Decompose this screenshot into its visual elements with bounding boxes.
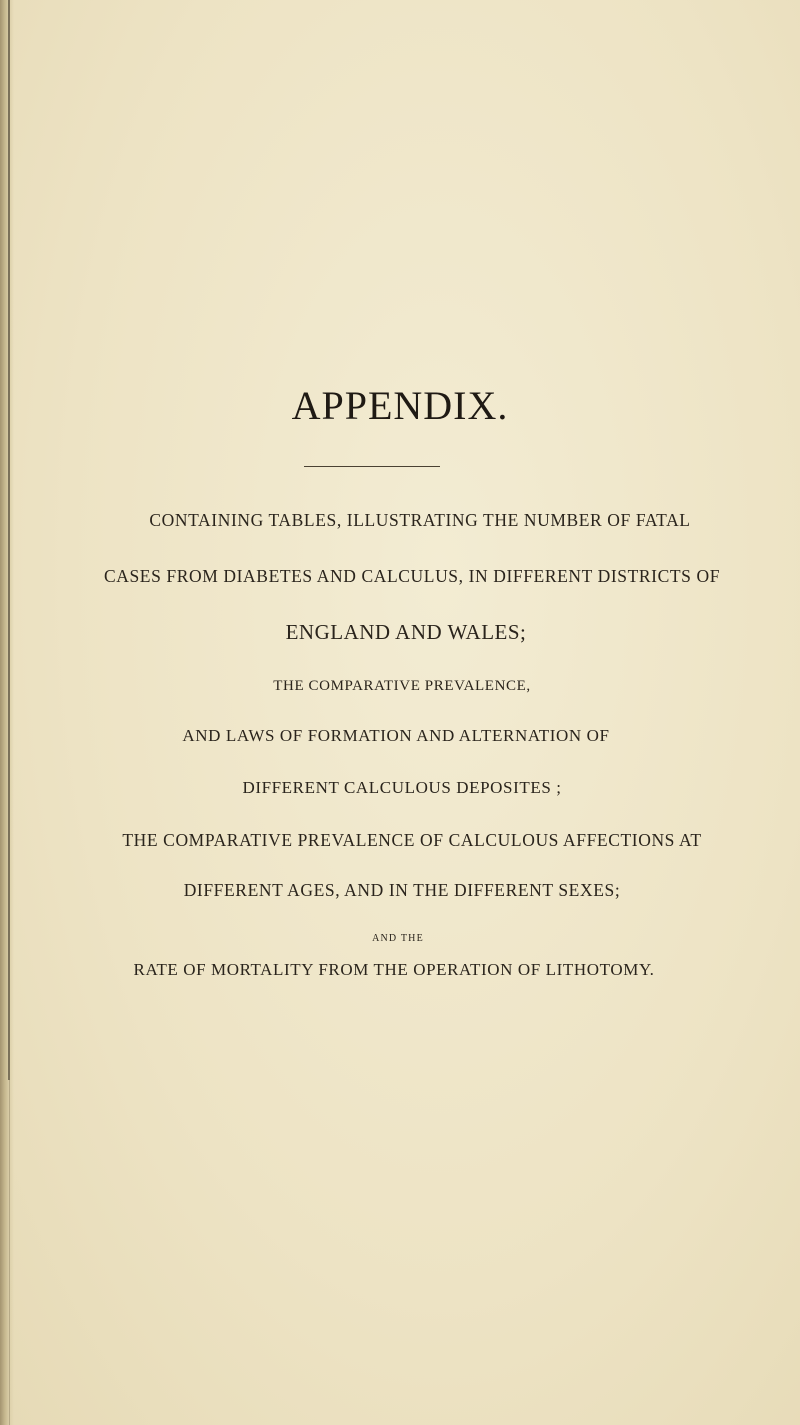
subtitle-line-1: CONTAINING TABLES, ILLUSTRATING THE NUMBER OF FATAL <box>149 510 691 530</box>
title-rule <box>304 466 440 467</box>
subtitle-line-7: THE COMPARATIVE PREVALENCE OF CALCULOUS AFFECTIONS AT <box>122 830 702 850</box>
subtitle-line-5: AND LAWS OF FORMATION AND ALTERNATION OF <box>182 726 610 745</box>
page-title: APPENDIX. <box>291 383 509 428</box>
subtitle-line-10: RATE OF MORTALITY FROM THE OPERATION OF LITHOTOMY. <box>133 960 655 979</box>
binding-edge <box>0 0 14 1425</box>
subtitle-line-9: AND THE <box>372 933 424 944</box>
subtitle-line-2: CASES FROM DIABETES AND CALCULUS, IN DIFFERENT DISTRICTS OF <box>103 566 721 586</box>
subtitle-line-4: THE COMPARATIVE PREVALENCE, <box>273 678 531 694</box>
subtitle-line-8: DIFFERENT AGES, AND IN THE DIFFERENT SEXES; <box>183 880 621 900</box>
subtitle-line-6: DIFFERENT CALCULOUS DEPOSITES ; <box>242 778 562 797</box>
binding-line <box>8 0 10 1080</box>
subtitle-line-3: ENGLAND AND WALES; <box>285 620 527 644</box>
binding-line-lower <box>9 1080 10 1425</box>
